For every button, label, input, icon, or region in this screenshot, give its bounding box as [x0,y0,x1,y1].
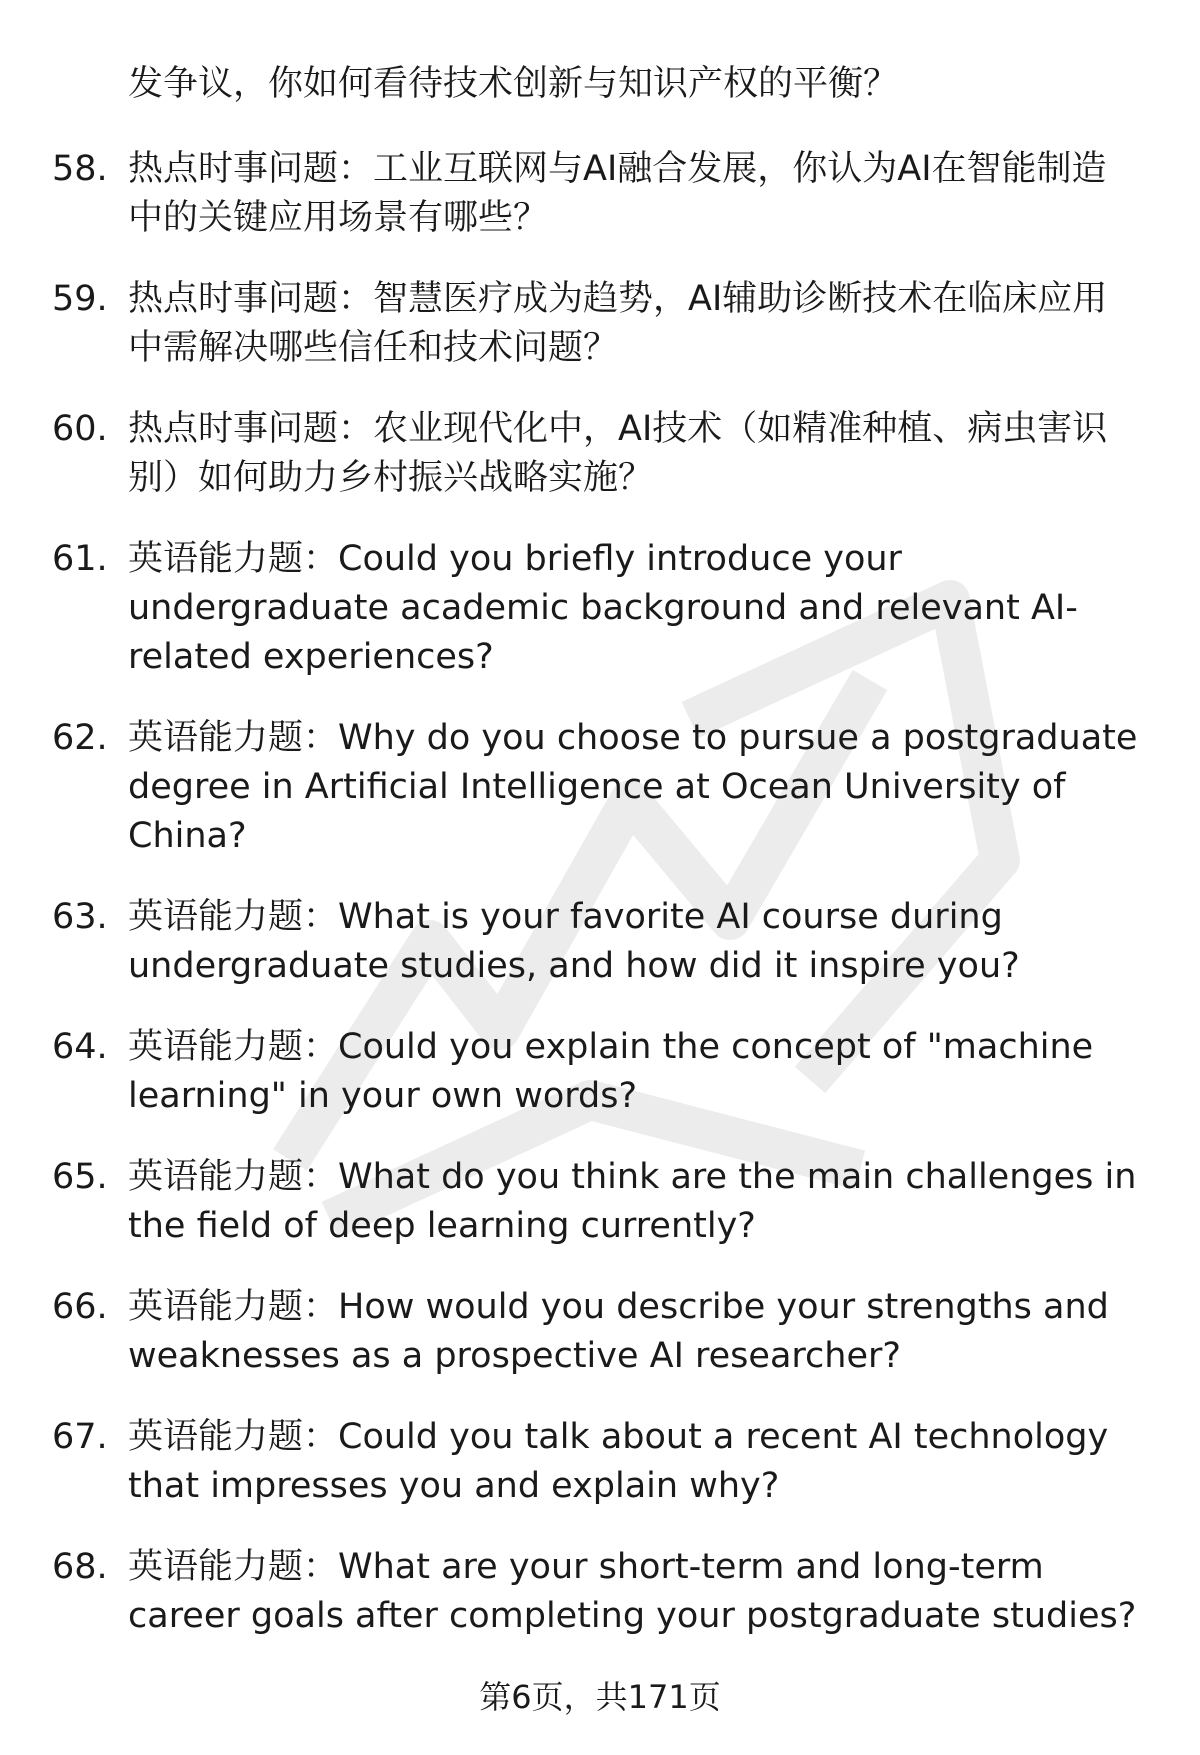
list-item [0,1283,1200,1381]
question-list [0,145,1200,1673]
question-text: 英语能力题：What do you think are the main challenges in the field of deep learning currently? [128,1157,1137,1246]
question-number: 65. [52,1157,108,1197]
question-number: 61. [52,539,108,579]
list-item [0,145,1200,243]
list-item [0,1153,1200,1251]
question-number: 62. [52,718,108,758]
question-number: 64. [52,1027,108,1067]
list-item [0,405,1200,503]
question-text: 英语能力题：Could you talk about a recent AI technology that impresses you and explain why? [128,1417,1109,1506]
continuation-text: 发争议，你如何看待技术创新与知识产权的平衡？ [128,64,899,104]
question-number: 66. [52,1287,108,1327]
question-text: 英语能力题：What are your short-term and long-term career goals after completing your postgraduate studies? [128,1547,1137,1636]
list-item [0,714,1200,861]
question-number: 68. [52,1547,108,1587]
list-item [0,1543,1200,1641]
question-text: 热点时事问题：智慧医疗成为趋势，AI辅助诊断技术在临床应用中需解决哪些信任和技术问题？ [128,279,1108,368]
question-text: 热点时事问题：工业互联网与AI融合发展，你认为AI在智能制造中的关键应用场景有哪些？ [128,149,1107,238]
question-text: 英语能力题：Could you explain the concept of "machine learning" in your own words? [128,1027,1094,1116]
page-footer: 第6页，共171页 [479,1678,721,1716]
question-text: 英语能力题：Why do you choose to pursue a postgraduate degree in Artificial Intelligence at Ocean University of China? [128,718,1138,856]
question-number: 59. [52,279,108,319]
list-item [0,535,1200,682]
question-number: 63. [52,897,108,937]
list-item [0,275,1200,373]
question-number: 67. [52,1417,108,1457]
question-text: 英语能力题：Could you briefly introduce your undergraduate academic background and relevant AI-related experiences? [128,539,1078,677]
list-item [0,1023,1200,1121]
question-text: 英语能力题：How would you describe your strengths and weaknesses as a prospective AI researcher? [128,1287,1109,1376]
list-item [0,893,1200,991]
question-text: 热点时事问题：农业现代化中，AI技术（如精准种植、病虫害识别）如何助力乡村振兴战略实施？ [128,409,1108,498]
question-number: 58. [52,149,108,189]
question-text: 英语能力题：What is your favorite AI course during undergraduate studies, and how did it inspire you? [128,897,1020,986]
question-number: 60. [52,409,108,449]
list-item [0,1413,1200,1511]
